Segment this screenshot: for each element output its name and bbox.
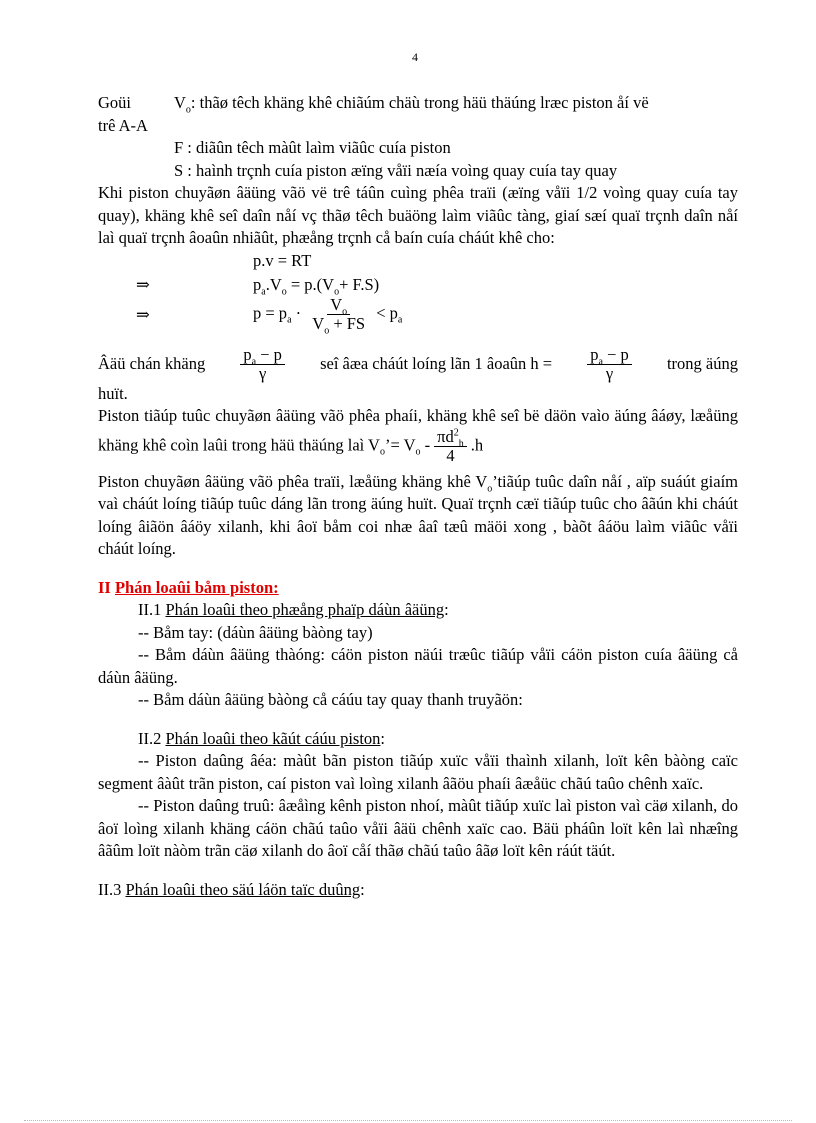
subsection-2-2-heading: II.2 Phán loaûi theo kãút cáúu piston: (138, 728, 386, 748)
implies-icon: ⇒ (136, 274, 150, 294)
page-number: 4 (412, 50, 418, 64)
paragraph-piston-right: Piston tiãúp tuûc chuyãøn âäüng vãö phêa phaíi, khäng khê seî bë däön vaìo äúng âáøy, læåüng khäng khê coìn laûi trong häü thäúng laì $V_o’= V_o$ - $\frac{\pi d^2_h}{4}$ .h (98, 406, 738, 465)
subsection-2-1-heading: II.1 Phán loaûi theo phæång phaïp dáùn âäüng: (138, 600, 449, 619)
def-vo (98, 92, 738, 115)
def-s: S : haình trçnh cuía piston æïng våïi næía voìng quay cuía tay quay (174, 160, 618, 180)
def-f: F : diãûn têch màût laìm viãûc cuía piston (174, 138, 451, 157)
document-body (98, 92, 738, 901)
fraction: $\frac{V_o}{V_o + FS}$ (312, 294, 366, 336)
paragraph-piston-left: Piston chuyãøn âäüng vãö phêa traïi, læåüng khäng khê $V_o’tiãúp$ tuûc daîn nåí , aïp suáút giaím vaì cháút loíng tiãúp tuûc dáng lãn trong äúng huït. Quaï trçnh cæï tiãúp tuûc cho âãún khi cháút loíng âiãön âáöy xilanh, khi âoï båm coi nhæ âaî tæû mäöi xong , bàõt âáöu laìm viãûc våïi cháút loíng. (98, 471, 738, 558)
equation-3: ⇒ $p = p_a$ · $\frac{V_o}{V_o + FS}$ < $p_a$ (136, 294, 403, 336)
page-bottom-border (24, 1120, 792, 1121)
list-item: -- Piston daûng âéa: màût bãn piston tiãúp xuïc våïi thaình xilanh, loït kên bàòng caïc segment âàût trãn piston, caí piston vaì loìng xilanh âãöu phaíi âæåüc chãú taûo chênh xaïc. (98, 751, 738, 793)
paragraph-vacuum: Âäü chán khäng $\frac{p_a - p}{\gamma}$ seî âæa cháút loíng lãn 1 âoaûn h = $\frac{p_a - p}{\gamma}$ trong äúng (98, 344, 738, 383)
equation-2: ⇒ $p_a.V_o = p.(V_o+ F.S)$ (136, 274, 380, 297)
def-vo-cont: trê A-A (98, 115, 148, 135)
fraction: $\frac{p_a - p}{\gamma}$ (587, 346, 632, 383)
paragraph-vacuum-end: huït. (98, 383, 128, 403)
list-item: -- Piston daûng truû: âæåìng kênh piston nhoí, màût tiãúp xuïc laì piston vaì cäø xilanh, do âoï loìng xilanh khäng cáön chãú taûo våïi âäü chênh xaïc cao. Bäü pháûn loït kên laì nhæîng âãûm loït nàòm trãn cäø xilanh do âoï cåí thãø chãú taûo âãø loït kên ráút täút. (98, 796, 738, 860)
subsection-2-3-heading: II.3 Phán loaûi theo säú láön taïc duûng: (98, 879, 365, 899)
goi-label: Goüi (98, 93, 131, 112)
section-2-heading: II Phán loaûi båm piston: (98, 577, 279, 597)
list-item: -- Båm dáùn âäüng bàòng cå cáúu tay quay thanh truyãön: (138, 690, 523, 709)
implies-icon: ⇒ (136, 304, 150, 324)
list-item: -- Båm tay: (dáùn âäüng bàòng tay) (138, 622, 373, 642)
paragraph-expansion: Khi piston chuyãøn âäüng vãö vë trê táûn cuìng phêa traïi (æïng våïi 1/2 voìng quay cuía tay quay), khäng khê seî daîn nåí vç thãø têch buäöng laìm viãûc tàng, giaí sæí quaï trçnh daîn nåí laì quaï trçnh âoaûn nhiãût, phæång trçnh cå baín cuía cháút khê cho: (98, 183, 738, 247)
equation-1: p.v = RT (253, 250, 312, 270)
fraction: $\frac{p_a - p}{\gamma}$ (240, 346, 285, 383)
list-item: -- Båm dáùn âäüng thàóng: cáön piston näúi træûc tiãúp våïi cáön piston cuía âäüng cå dáùn âäüng. (98, 645, 738, 687)
fraction: $\frac{\pi d^2_h}{4}$ (434, 428, 467, 465)
def-vo-text: $V_o$: thãø têch khäng khê chiãúm chäù trong häü thäúng lræc piston åí vë (174, 93, 649, 116)
